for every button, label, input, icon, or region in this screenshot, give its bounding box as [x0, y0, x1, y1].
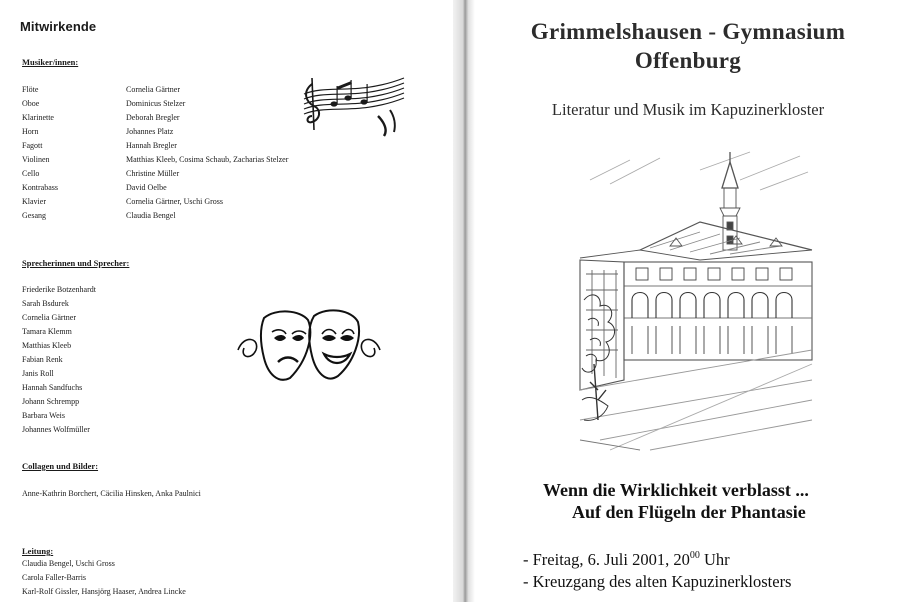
speaker-name: Tamara Klemm — [22, 327, 72, 336]
page-fold — [453, 0, 475, 602]
instrument-label: Kontrabass — [22, 183, 58, 192]
speaker-name: Friederike Botzenhardt — [22, 285, 96, 294]
music-notes-icon — [298, 72, 410, 138]
monastery-sketch-image — [580, 150, 812, 450]
speaker-name: Hannah Sandfuchs — [22, 383, 83, 392]
instrument-label: Klavier — [22, 197, 46, 206]
school-name: Grimmelshausen - Gymnasium — [530, 19, 846, 44]
direction-name: Claudia Bengel, Uschi Gross — [22, 559, 115, 568]
musician-row — [22, 169, 179, 178]
musician-row — [22, 211, 176, 220]
musician-row — [22, 197, 223, 206]
collages-names: Anne-Kathrin Borchert, Cäcilia Hinsken, Anka Paulnici — [22, 489, 201, 498]
theater-masks-icon — [234, 304, 384, 388]
instrument-label: Horn — [22, 127, 39, 136]
musician-names: Johannes Platz — [126, 127, 174, 136]
participants-heading: Mitwirkende — [20, 19, 97, 34]
instrument-label: Klarinette — [22, 113, 54, 122]
motto-line-2: Auf den Flügeln der Phantasie — [572, 502, 806, 522]
school-city: Offenburg — [634, 48, 742, 73]
instrument-label: Fagott — [22, 141, 43, 150]
event-time-unit: Uhr — [699, 550, 730, 569]
musician-row — [22, 99, 185, 108]
speakers-heading: Sprecherinnen und Sprecher: — [22, 258, 130, 268]
musician-names: Christine Müller — [126, 169, 180, 178]
right-page — [476, 0, 900, 602]
musician-names: Matthias Kleeb, Cosima Schaub, Zacharias Stelzer — [126, 155, 289, 164]
speaker-name: Matthias Kleeb — [22, 341, 72, 350]
motto-line-1: Wenn die Wirklichkeit verblasst ... — [543, 480, 809, 500]
direction-name: Carola Faller-Barris — [22, 573, 87, 582]
musician-row — [22, 85, 180, 94]
event-date — [523, 550, 730, 570]
direction-heading: Leitung: — [22, 546, 54, 556]
musician-names: Claudia Bengel — [126, 211, 176, 220]
speaker-name: Sarah Bsdurek — [22, 299, 69, 308]
instrument-label: Cello — [22, 169, 40, 178]
musician-row — [22, 113, 180, 122]
musician-names: Hannah Bregler — [126, 141, 177, 150]
speaker-name: Fabian Renk — [22, 355, 63, 364]
musician-names: David Oelbe — [126, 183, 167, 192]
instrument-label: Flöte — [22, 85, 39, 94]
musician-names: Cornelia Gärtner, Uschi Gross — [126, 197, 223, 206]
instrument-label: Gesang — [22, 211, 46, 220]
event-location: - Kreuzgang des alten Kapuzinerklosters — [523, 572, 792, 591]
speaker-name: Barbara Weis — [22, 411, 65, 420]
speaker-name: Johann Schrempp — [22, 397, 80, 406]
speaker-name: Janis Roll — [22, 369, 54, 378]
musician-row — [22, 183, 167, 192]
musician-row — [22, 127, 173, 136]
event-subtitle: Literatur und Musik im Kapuzinerkloster — [551, 100, 825, 119]
instrument-label: Violinen — [22, 155, 50, 164]
musician-names: Cornelia Gärtner — [126, 85, 180, 94]
collages-heading: Collagen und Bilder: — [22, 461, 99, 471]
event-time-minutes: 00 — [689, 550, 700, 561]
speaker-name: Cornelia Gärtner — [22, 313, 76, 322]
musicians-heading: Musiker/innen: — [22, 57, 79, 67]
speaker-name: Johannes Wolfmüller — [22, 425, 90, 434]
musician-names: Deborah Bregler — [126, 113, 180, 122]
musician-row — [22, 155, 288, 164]
musician-names: Dominicus Stelzer — [126, 99, 186, 108]
musician-row — [22, 141, 177, 150]
direction-name: Karl-Rolf Gissler, Hansjörg Haaser, Andrea Lincke — [22, 587, 186, 596]
instrument-label: Oboe — [22, 99, 40, 108]
event-date-text: - Freitag, 6. Juli 2001, 20 — [523, 550, 690, 569]
